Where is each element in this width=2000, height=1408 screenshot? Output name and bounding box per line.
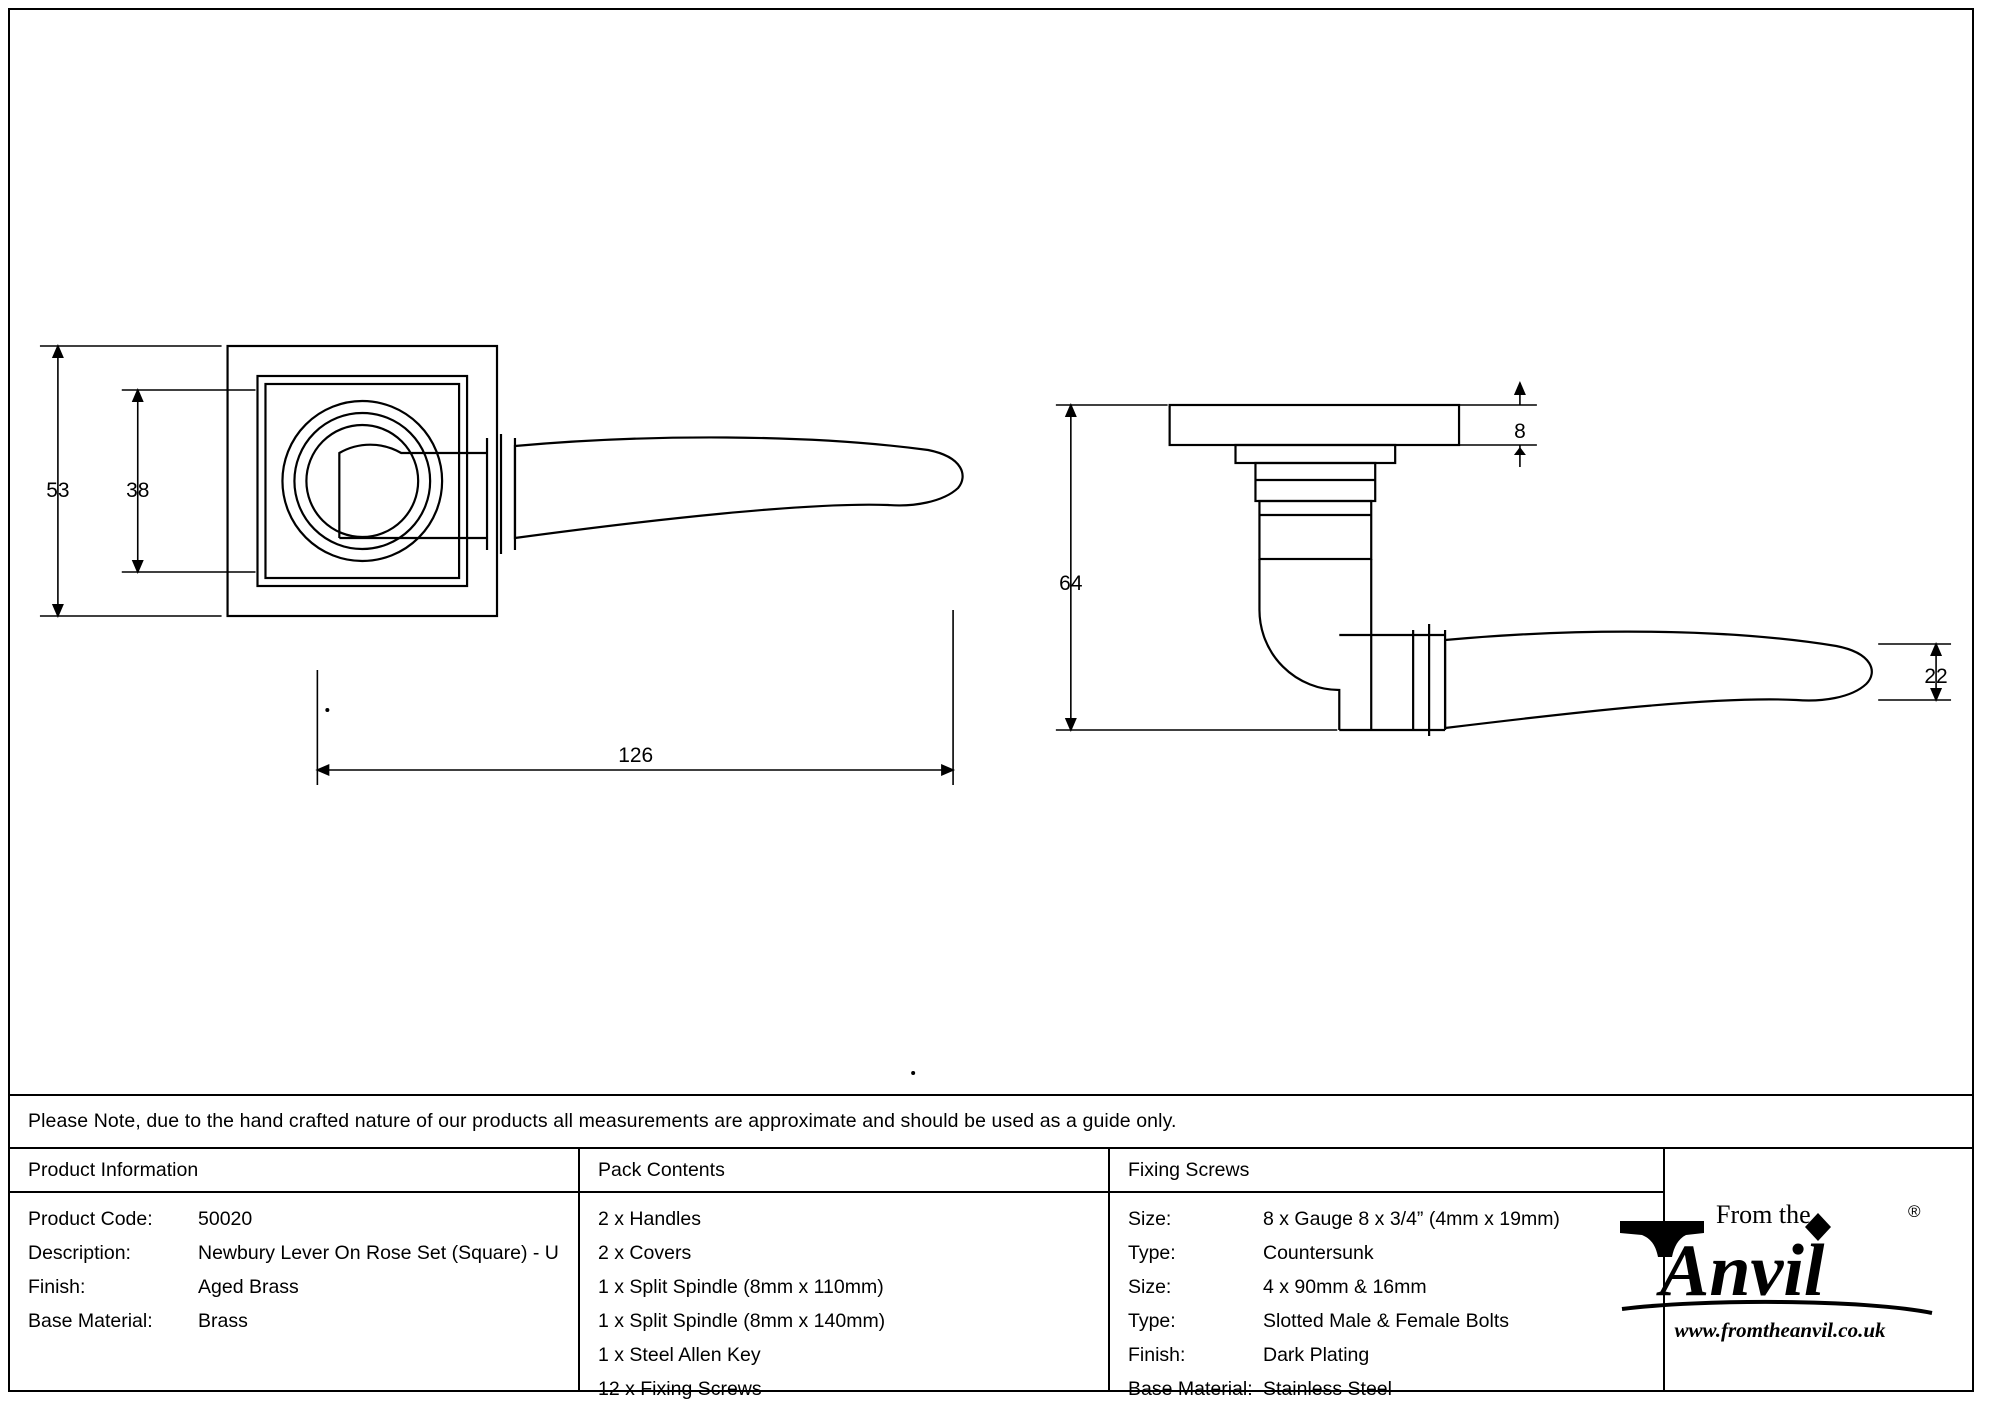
table-row	[1128, 1202, 1663, 1236]
anvil-logo-svg	[1612, 1177, 1952, 1357]
product-code-value: 50020	[198, 1208, 253, 1230]
table-row	[1128, 1338, 1663, 1372]
dim-label-22: 22	[1924, 664, 1948, 689]
logo-brand: Anvil	[1660, 1230, 1825, 1312]
dim-label-8: 8	[1514, 419, 1526, 444]
screw-type-label: Type:	[1128, 1242, 1176, 1264]
table-row	[1128, 1270, 1663, 1304]
dim-label-126: 126	[618, 743, 654, 768]
finish-value: Aged Brass	[198, 1276, 299, 1298]
table-row	[28, 1270, 578, 1304]
info-table	[10, 1147, 1972, 1400]
fixing-screws-column	[1110, 1149, 1665, 1400]
table-row	[1128, 1304, 1663, 1338]
product-code-label: Product Code:	[28, 1208, 153, 1230]
logo-top-line: From the	[1716, 1200, 1811, 1229]
list-item: 2 x Handles	[598, 1208, 701, 1230]
screw-finish-value: Dark Plating	[1263, 1344, 1370, 1366]
table-row	[28, 1202, 578, 1236]
registration-dot	[325, 708, 329, 712]
registration-dot	[911, 1071, 915, 1075]
registered-mark: ®	[1908, 1202, 1921, 1221]
list-item: 1 x Steel Allen Key	[598, 1344, 761, 1366]
pack-contents-header: Pack Contents	[580, 1149, 1108, 1193]
list-item: 1 x Split Spindle (8mm x 140mm)	[598, 1310, 886, 1332]
description-label: Description:	[28, 1242, 131, 1264]
screw-finish-label: Finish:	[1128, 1344, 1186, 1366]
list-item: 2 x Covers	[598, 1242, 692, 1264]
bolt-type-value: Slotted Male & Female Bolts	[1263, 1310, 1510, 1332]
anvil-logo	[1612, 1177, 1952, 1357]
base-material-value: Brass	[198, 1310, 248, 1332]
product-information-body	[10, 1193, 578, 1338]
bolt-size-value: 4 x 90mm & 16mm	[1263, 1276, 1427, 1298]
screw-size-label: Size:	[1128, 1208, 1172, 1230]
dim-label-64: 64	[1059, 571, 1083, 596]
fixing-screws-header: Fixing Screws	[1110, 1149, 1663, 1193]
drawing-svg	[10, 10, 1972, 1094]
list-item: 1 x Split Spindle (8mm x 110mm)	[598, 1276, 884, 1298]
dim-64	[1056, 403, 1337, 732]
screw-size-value: 8 x Gauge 8 x 3/4” (4mm x 19mm)	[1263, 1208, 1560, 1230]
pack-contents-body	[580, 1193, 1108, 1406]
table-row	[1128, 1372, 1663, 1406]
list-item: 12 x Fixing Screws	[598, 1378, 762, 1400]
logo-url: www.fromtheanvil.co.uk	[1674, 1318, 1886, 1342]
table-row	[28, 1236, 578, 1270]
brand-logo-column	[1660, 1149, 1972, 1392]
technical-drawing-area	[10, 10, 1972, 1094]
fixing-screws-body	[1110, 1193, 1663, 1406]
table-row	[28, 1304, 578, 1338]
bolt-type-label: Type:	[1128, 1310, 1176, 1332]
note-bar	[10, 1094, 1972, 1147]
dim-label-53: 53	[46, 478, 70, 503]
finish-label: Finish:	[28, 1276, 86, 1298]
screw-base-material-label: Base Material:	[1128, 1378, 1253, 1400]
product-information-column	[10, 1149, 580, 1392]
screw-base-material-value: Stainless Steel	[1263, 1378, 1392, 1400]
bolt-size-label: Size:	[1128, 1276, 1172, 1298]
note-text: Please Note, due to the hand crafted nature of our products all measurements are approximate and should be used as a guide only.	[28, 1110, 1177, 1132]
table-row	[1128, 1236, 1663, 1270]
product-information-header: Product Information	[10, 1149, 578, 1193]
front-view-lever	[228, 346, 963, 616]
dim-label-38: 38	[126, 478, 150, 503]
pack-contents-column	[580, 1149, 1110, 1400]
base-material-label: Base Material:	[28, 1310, 153, 1332]
screw-type-value: Countersunk	[1263, 1242, 1374, 1264]
description-value: Newbury Lever On Rose Set (Square) - U	[198, 1242, 559, 1264]
spec-sheet	[8, 8, 1974, 1400]
